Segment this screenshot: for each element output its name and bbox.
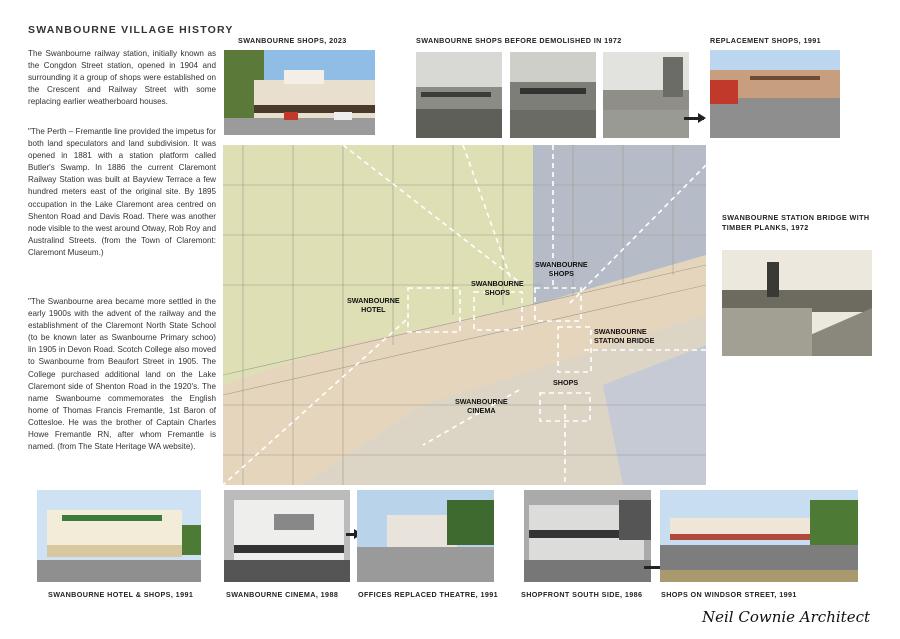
map-label-shops: SHOPS — [553, 378, 579, 387]
architect-signature: Neil Cownie Architect — [701, 608, 870, 626]
caption-cinema: SWANBOURNE CINEMA, 1988 — [226, 590, 339, 599]
arrow-to-replacement — [684, 117, 704, 120]
site-map — [223, 145, 706, 485]
intro-paragraph: The Swanbourne railway station, initially known as the Congdon Street station, opened in 1904 and surrounding it a group of shops were established on the Crescent and Railway Street with some replacing earlier weatherboard houses. — [28, 49, 216, 107]
caption-hotel: SWANBOURNE HOTEL & SHOPS, 1991 — [48, 590, 194, 599]
photo-cinema — [224, 490, 350, 582]
caption-replacement: REPLACEMENT SHOPS, 1991 — [710, 36, 822, 45]
map-label-shops-a: SWANBOURNE SHOPS — [471, 279, 524, 297]
heritage-paragraph: "The Swanbourne area became more settled in the early 1900s with the advent of the railway and the establishment of the Claremont North State School (to be known later as Swanbourne Primary schoo) lin 1905 in Devon Road. Scotch College also moved to Swanbourne from Beaufort Street in 1905. The College purchased additional land on the Lake Claremont side of Shenton Road in the 1920's. The name Swanbourne commemorates the English home of Thomas Francis Fremantle, 1st Baron of Cottesloe. He was the brother of Captain Charles Howe Fremantle RN, after whom Fremantle is named. (from The State Heritage WA website). — [28, 297, 216, 452]
photo-station-bridge — [722, 250, 872, 356]
photo-offices — [357, 490, 494, 582]
caption-windsor: SHOPS ON WINDSOR STREET, 1991 — [661, 590, 797, 599]
photo-shopfront-south — [524, 490, 651, 582]
map-label-shops-b: SWANBOURNE SHOPS — [535, 260, 588, 278]
photo-shops-before-3 — [603, 52, 689, 138]
caption-shopfront: SHOPFRONT SOUTH SIDE, 1986 — [521, 590, 643, 599]
photo-replacement-shops — [710, 50, 840, 138]
caption-offices: OFFICES REPLACED THEATRE, 1991 — [358, 590, 499, 599]
page-title: SWANBOURNE VILLAGE HISTORY — [28, 24, 234, 36]
photo-shops-2023 — [224, 50, 375, 135]
photo-windsor-street — [660, 490, 858, 582]
caption-shops-before: SWANBOURNE SHOPS BEFORE DEMOLISHED IN 1972 — [416, 36, 622, 45]
map-label-cinema: SWANBOURNE CINEMA — [455, 397, 508, 415]
photo-shops-before-1 — [416, 52, 502, 138]
map-label-hotel: SWANBOURNE HOTEL — [347, 296, 400, 314]
photo-hotel-shops — [37, 490, 201, 582]
claremont-paragraph: "The Perth – Fremantle line provided the impetus for both land speculators and land subdivision. It was opened in 1881 with a station platform called Butler's Swamp. In 1886 the current Claremont Railway Station was built at Bayview Terrace a few hundred meters east of the original site. By 1895 occupation in the Lake Claremont area centred on Shenton Road and Davis Road. There was another node visible to the west around Otway, Rob Roy and Australind Streets. (from the Town of Claremont: Claremont Museum.) — [28, 127, 216, 257]
photo-shops-before-2 — [510, 52, 596, 138]
caption-shops-2023: SWANBOURNE SHOPS, 2023 — [238, 36, 347, 45]
caption-bridge: SWANBOURNE STATION BRIDGE WITH TIMBER PLANKS, 1972 — [722, 213, 870, 232]
map-label-bridge: SWANBOURNE STATION BRIDGE — [594, 327, 655, 345]
